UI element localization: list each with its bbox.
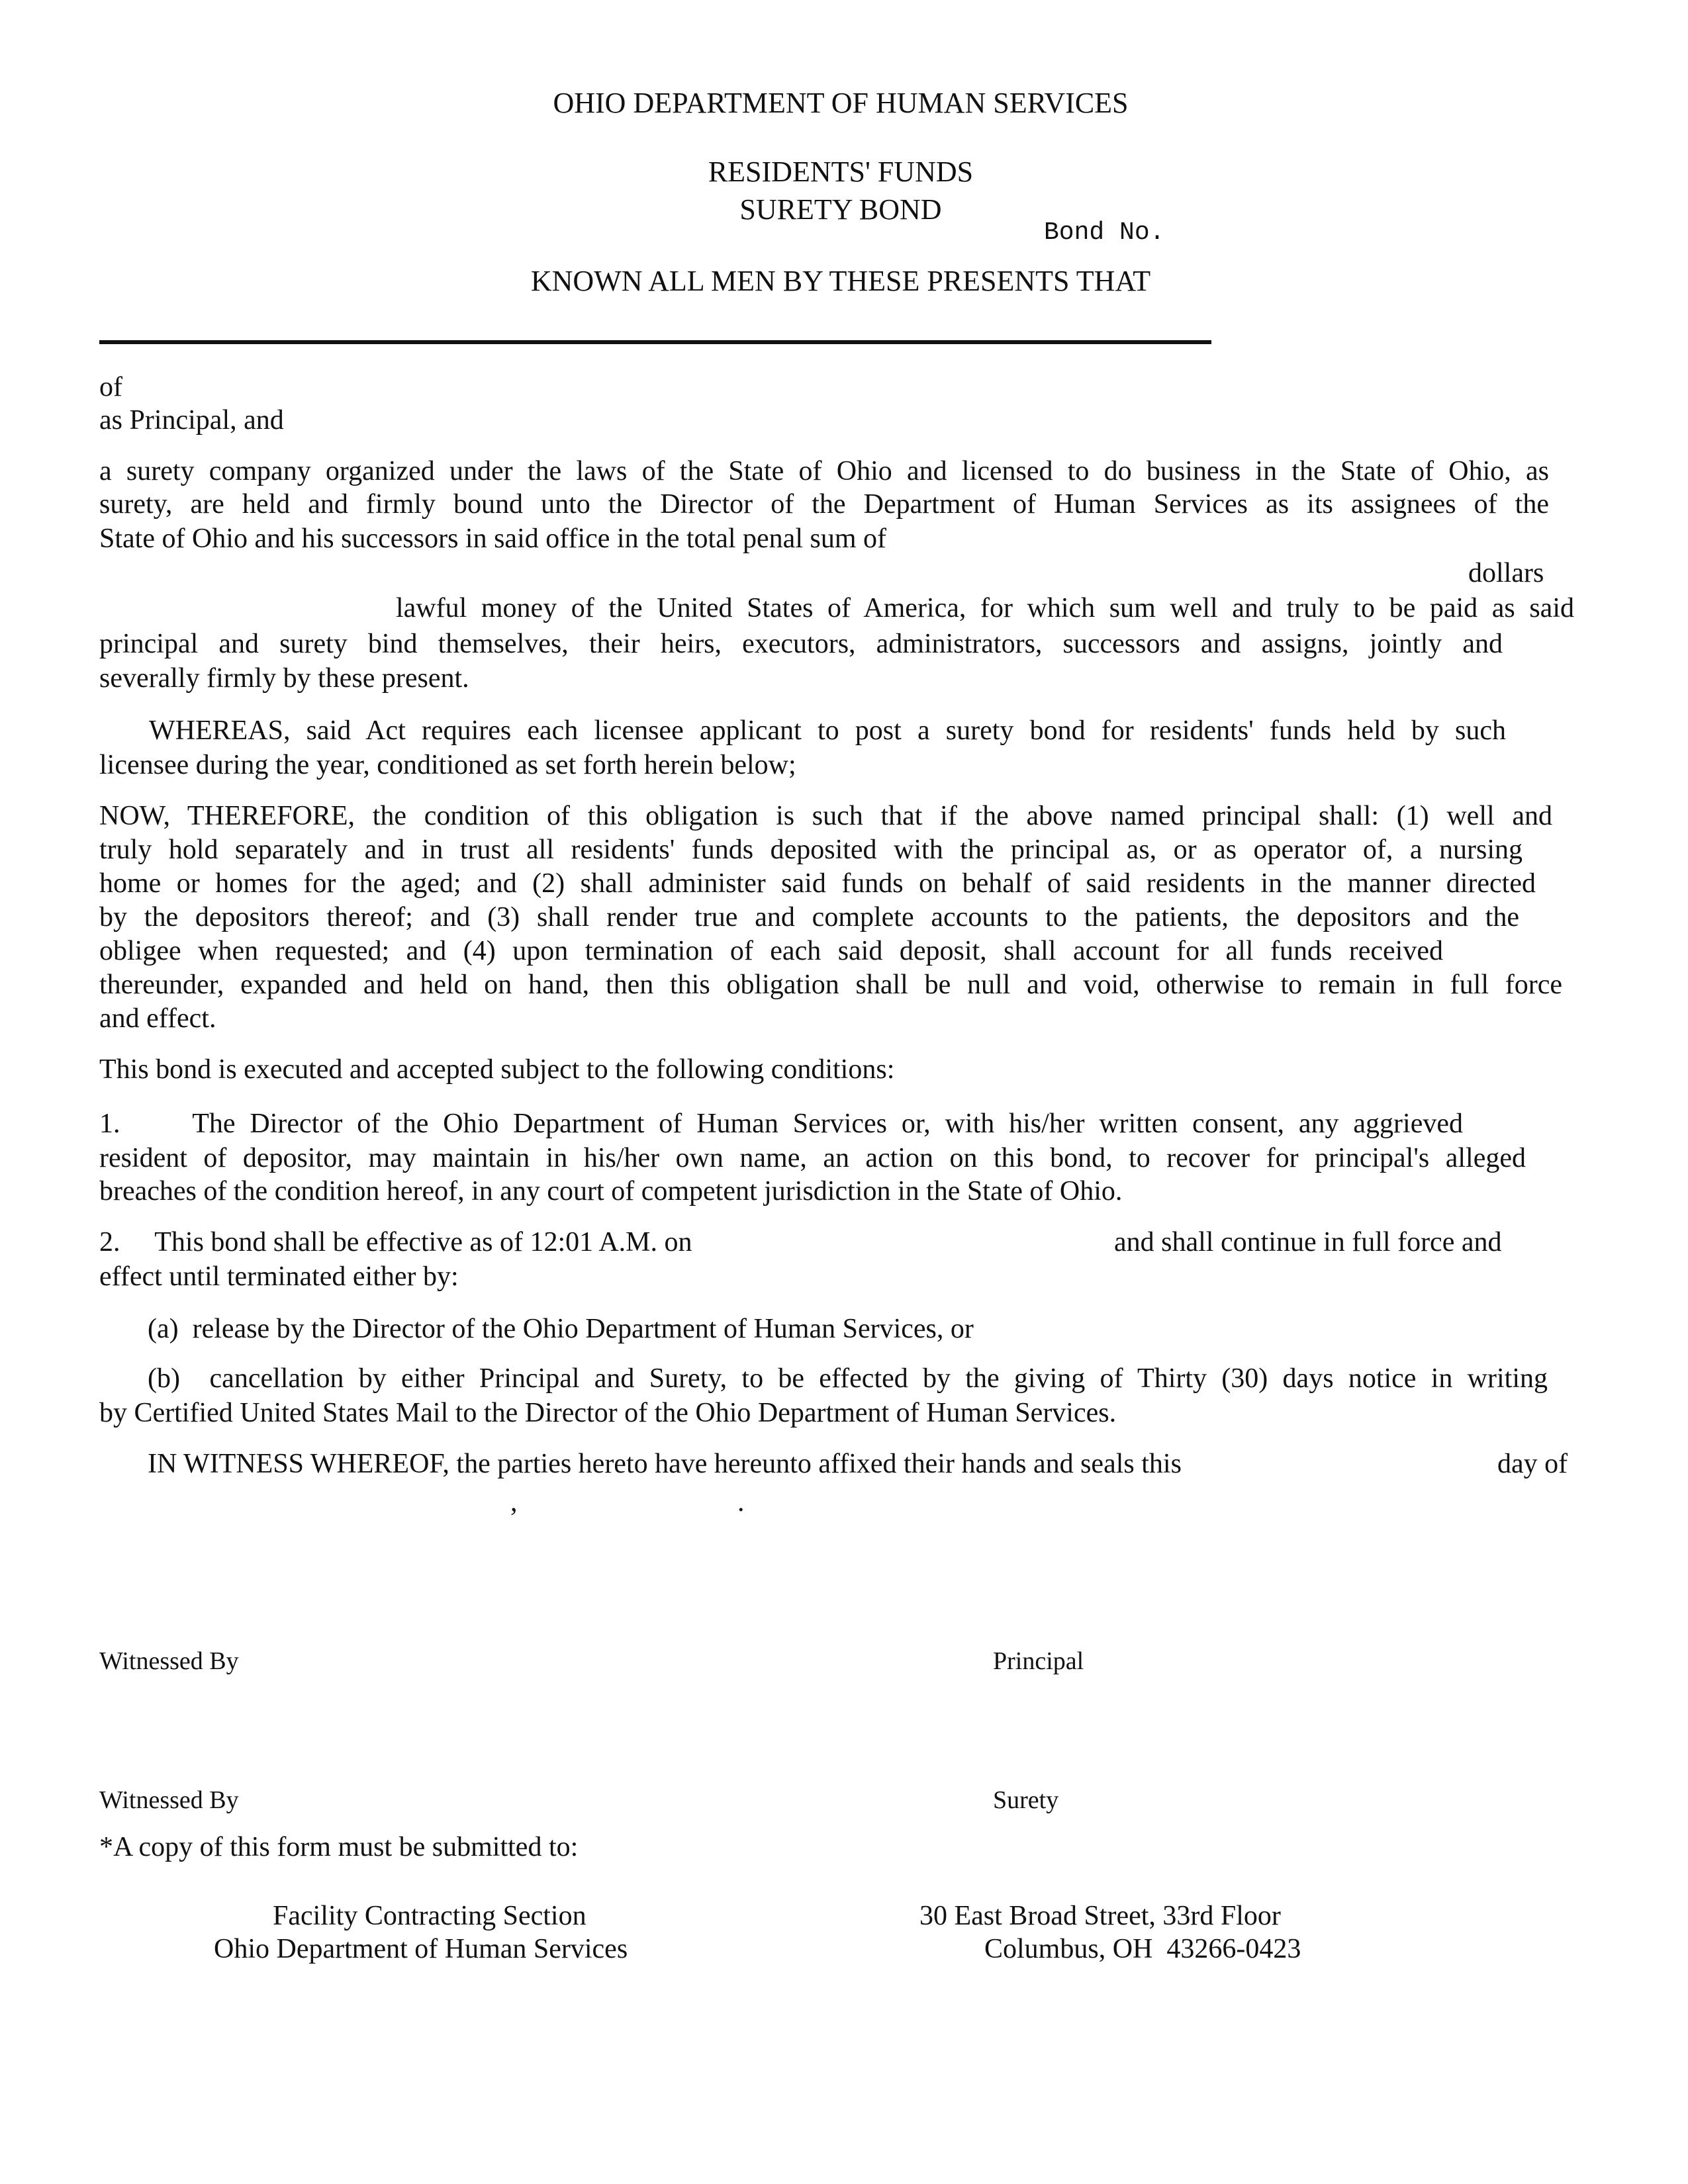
now-therefore-line-1: NOW, THEREFORE, the condition of this obligation is such that if the above named principal shall: (1) well and [99, 801, 1552, 831]
lawful-line-1: lawful money of the United States of America, for which sum well and truly to be paid as said [396, 593, 1574, 623]
now-therefore-line-5: obligee when requested; and (4) upon termination of each said deposit, shall account for all funds received [99, 936, 1443, 966]
principal-signature-label: Principal [993, 1647, 1084, 1675]
witness-clause: IN WITNESS WHEREOF, the parties hereto have hereunto affixed their hands and seals this [148, 1449, 1182, 1479]
condition-2-b-line-1: (b) cancellation by either Principal and Surety, to be effected by the giving of Thirty (30) days notice in writing [148, 1363, 1548, 1394]
footer-street: 30 East Broad Street, 33rd Floor [919, 1901, 1281, 1931]
bond-number-label: Bond No. [1044, 218, 1165, 247]
form-title-line2: SURETY BOND [739, 193, 942, 226]
surety-signature-label: Surety [993, 1786, 1059, 1814]
condition-2-a: (a) release by the Director of the Ohio Department of Human Services, or [148, 1314, 974, 1344]
now-therefore-line-7: and effect. [99, 1003, 216, 1034]
whereas-line-1: WHEREAS, said Act requires each licensee applicant to post a surety bond for residents' funds held by such [149, 715, 1506, 746]
conditions-intro: This bond is executed and accepted subject to the following conditions: [99, 1054, 895, 1085]
of-label: of [99, 372, 122, 402]
surety-line-1: a surety company organized under the laws of the State of Ohio and licensed to do business in the State of Ohio, as [99, 456, 1549, 486]
footer-section: Facility Contracting Section [273, 1901, 586, 1931]
condition-2-start: 2. This bond shall be effective as of 12:01 A.M. on [99, 1227, 692, 1257]
now-therefore-line-3: home or homes for the aged; and (2) shall administer said funds on behalf of said residents in the manner directed [99, 868, 1536, 899]
now-therefore-line-2: truly hold separately and in trust all residents' funds deposited with the principal as, or as operator of, a nursing [99, 835, 1523, 865]
surety-line-3: State of Ohio and his successors in said office in the total penal sum of [99, 523, 886, 554]
submission-note: *A copy of this form must be submitted to: [99, 1832, 579, 1862]
dollars-label: dollars [1468, 558, 1544, 588]
day-of-label: day of [1497, 1449, 1568, 1479]
as-principal-label: as Principal, and [99, 405, 284, 435]
now-therefore-line-4: by the depositors thereof; and (3) shall render true and complete accounts to the patients, the depositors and the [99, 902, 1519, 933]
preamble: KNOWN ALL MEN BY THESE PRESENTS THAT [530, 265, 1151, 297]
footer-city: Columbus, OH 43266-0423 [984, 1934, 1301, 1964]
condition-1-line-1: 1. The Director of the Ohio Department of Human Services or, with his/her written consent, any aggrieved [99, 1109, 1463, 1139]
principal-name-line [99, 340, 1211, 344]
whereas-line-2: licensee during the year, conditioned as set forth herein below; [99, 750, 796, 780]
witnessed-by-principal-label: Witnessed By [99, 1647, 239, 1675]
condition-2-b-line-2: by Certified United States Mail to the Director of the Ohio Department of Human Services. [99, 1398, 1117, 1428]
footer-department: Ohio Department of Human Services [214, 1934, 628, 1964]
surety-line-2: surety, are held and firmly bound unto the Director of the Department of Human Services as its assignees of the [99, 489, 1549, 520]
lawful-line-2: principal and surety bind themselves, their heirs, executors, administrators, successors and assigns, jointly and [99, 629, 1503, 659]
condition-2-continue: and shall continue in full force and [1114, 1227, 1502, 1257]
witnessed-by-surety-label: Witnessed By [99, 1786, 239, 1814]
condition-1-line-2: resident of depositor, may maintain in his/her own name, an action on this bond, to recover for principal's alleged [99, 1143, 1526, 1173]
date-comma: , [510, 1487, 518, 1518]
agency-heading: OHIO DEPARTMENT OF HUMAN SERVICES [553, 87, 1129, 119]
condition-1-line-3: breaches of the condition hereof, in any court of competent jurisdiction in the State of Ohio. [99, 1176, 1123, 1206]
now-therefore-line-6: thereunder, expanded and held on hand, then this obligation shall be null and void, otherwise to remain in full force [99, 970, 1562, 1000]
condition-2-line-2: effect until terminated either by: [99, 1261, 459, 1292]
date-period: . [737, 1487, 745, 1518]
form-title-line1: RESIDENTS' FUNDS [708, 156, 974, 188]
lawful-line-3: severally firmly by these present. [99, 663, 469, 694]
